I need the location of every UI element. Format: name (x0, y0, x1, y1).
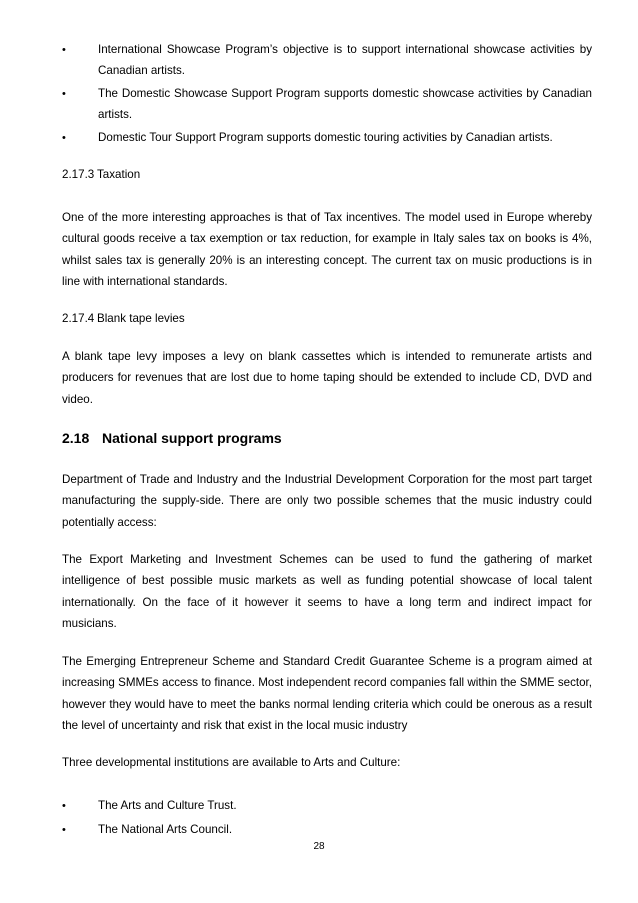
national-support-paragraph-3: The Emerging Entrepreneur Scheme and Standard Credit Guarantee Scheme is a program aimed at increasing SMMEs access to finance. Most independent record companies fall within the SMME sector, however they would have to meet the banks normal lending criteria which could be onerous as a result the level of uncertainty and risk that exist in the local music industry (62, 655, 592, 733)
list-item-text: International Showcase Program’s objective is to support international showcase activities by Canadian artists. (98, 43, 592, 77)
list-item (62, 84, 592, 125)
section-title: Blank tape levies (97, 312, 185, 325)
list-item-text: The Arts and Culture Trust. (98, 799, 237, 812)
showcase-programs-list (62, 40, 592, 152)
section-number: 2.17.3 (62, 168, 95, 181)
section-number: 2.18 (62, 430, 90, 446)
bullet-icon: • (62, 132, 66, 144)
section-number: 2.17.4 (62, 312, 95, 325)
page-number: 28 (313, 841, 325, 852)
bullet-icon: • (62, 88, 66, 100)
national-support-paragraph-1: Department of Trade and Industry and the Industrial Development Corporation for the most part target manufacturing the supply-side. There are only two possible schemes that the music industry could potentially access: (62, 473, 592, 529)
national-support-paragraph-4: Three developmental institutions are available to Arts and Culture: (62, 756, 401, 769)
list-item-text: The Domestic Showcase Support Program supports domestic showcase activities by Canadian artists. (98, 87, 592, 121)
section-title: National support programs (102, 430, 282, 446)
national-support-paragraph-2: The Export Marketing and Investment Schemes can be used to fund the gathering of market intelligence of best possible music markets as well as funding potential showcase of local talent internationally. On the face of it however it seems to have a long term and indirect impact for musicians. (62, 553, 592, 631)
institutions-list (62, 796, 592, 843)
list-item (62, 128, 592, 149)
heading-national-support-programs (62, 428, 282, 448)
list-item (62, 40, 592, 81)
blank-tape-paragraph: A blank tape levy imposes a levy on blank cassettes which is intended to remunerate artists and producers for revenues that are lost due to home taping should be extended to include CD, DVD and video. (62, 350, 592, 406)
section-title: Taxation (97, 168, 141, 181)
subheading-taxation (62, 165, 140, 185)
bullet-icon: • (62, 823, 66, 836)
bullet-icon: • (62, 44, 66, 56)
taxation-paragraph: One of the more interesting approaches is that of Tax incentives. The model used in Europe whereby cultural goods receive a tax exemption or tax reduction, for example in Italy sales tax on books is 4%, whilst sales tax is generally 20% is an interesting concept. The current tax on music productions is in line with international standards. (62, 211, 592, 289)
subheading-blank-tape-levies (62, 309, 185, 329)
list-item (62, 796, 592, 817)
list-item (62, 820, 592, 841)
list-item-text: The National Arts Council. (98, 822, 233, 836)
list-item-text: Domestic Tour Support Program supports domestic touring activities by Canadian artists. (98, 131, 553, 144)
bullet-icon: • (62, 800, 66, 812)
